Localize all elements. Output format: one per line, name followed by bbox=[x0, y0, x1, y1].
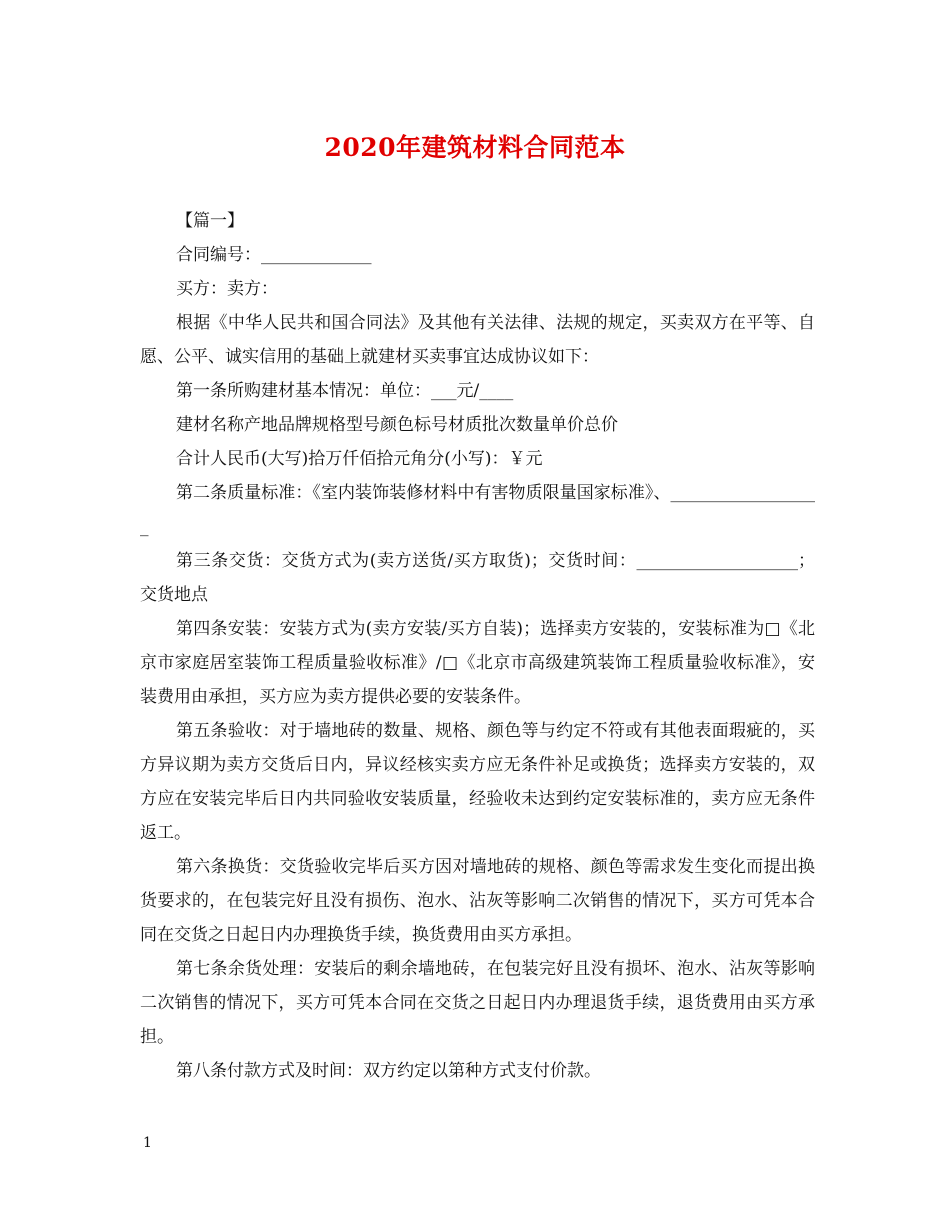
article-5-paragraph: 第五条验收：对于墙地砖的数量、规格、颜色等与约定不符或有其他表面瑕疵的，买方异议期为卖方交货后日内，异议经核实卖方应无条件补足或换货；选择卖方安装的，双方应在安装完毕后日内共同验收安装质量，经验收未达到约定安装标准的，卖方应无条件返工。 bbox=[140, 721, 815, 843]
parties-line: 买方：卖方： bbox=[176, 279, 278, 299]
article-3-paragraph: 第三条交货：交货方式为(卖方送货/买方取货)；交货时间：___________________；交货地点 bbox=[140, 551, 815, 605]
article-2-paragraph: 第二条质量标准：《室内装饰装修材料中有害物质限量国家标准》、__________________ bbox=[140, 483, 815, 537]
preamble-paragraph: 根据《中华人民共和国合同法》及其他有关法律、法规的规定，买卖双方在平等、自愿、公平、诚实信用的基础上就建材买卖事宜达成协议如下： bbox=[140, 313, 815, 367]
page-number: 1 bbox=[143, 1135, 152, 1151]
total-amount-line: 合计人民币(大写)拾万仟佰拾元角分(小写)：￥元 bbox=[176, 449, 543, 469]
article-1-paragraph: 第一条所购建材基本情况：单位：___元/____ bbox=[176, 381, 514, 401]
document-body bbox=[140, 204, 815, 1088]
document-title: 2020年建筑材料合同范本 bbox=[324, 133, 626, 162]
material-columns-line: 建材名称产地品牌规格型号颜色标号材质批次数量单价总价 bbox=[176, 415, 618, 435]
article-7-paragraph: 第七条余货处理：安装后的剩余墙地砖，在包装完好且没有损坏、泡水、沾灰等影响二次销售的情况下，买方可凭本合同在交货之日起日内办理退货手续，退货费用由买方承担。 bbox=[140, 959, 815, 1047]
contract-number-line: 合同编号：_____________ bbox=[176, 245, 372, 265]
article-6-paragraph: 第六条换货：交货验收完毕后买方因对墙地砖的规格、颜色等需求发生变化而提出换货要求的，在包装完好且没有损伤、泡水、沾灰等影响二次销售的情况下，买方可凭本合同在交货之日起日内办理换货手续，换货费用由买方承担。 bbox=[140, 857, 815, 945]
section-heading: 【篇一】 bbox=[176, 211, 244, 231]
article-4-paragraph: 第四条安装：安装方式为(卖方安装/买方自装)；选择卖方安装的，安装标准为□《北京市家庭居室装饰工程质量验收标准》/□《北京市高级建筑装饰工程质量验收标准》，安装费用由承担，买方应为卖方提供必要的安装条件。 bbox=[140, 619, 815, 707]
article-8-paragraph: 第八条付款方式及时间：双方约定以第种方式支付价款。 bbox=[176, 1061, 601, 1081]
